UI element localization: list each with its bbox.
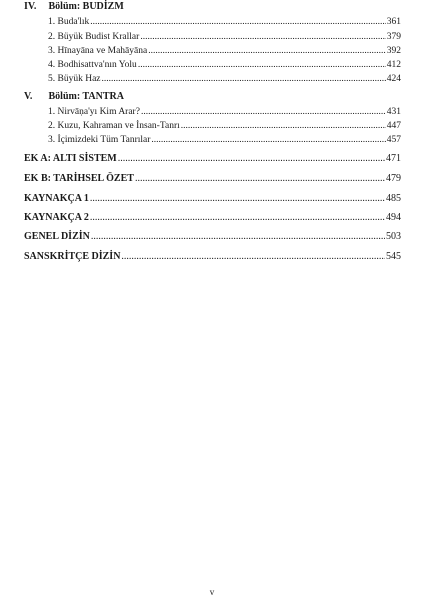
toc-entry-sanskrit-index	[24, 251, 401, 263]
dot-leader	[138, 59, 386, 71]
entry-title: 3. Hīnayāna ve Mahāyāna	[48, 46, 148, 56]
entry-title: 1. Buda'lık	[48, 17, 90, 27]
toc-entry	[48, 31, 401, 43]
dot-leader	[140, 31, 385, 43]
dot-leader	[148, 45, 386, 57]
entry-page: 471	[386, 153, 401, 164]
entry-title: 5. Büyük Haz	[48, 74, 101, 84]
dot-leader	[90, 193, 385, 205]
entry-page: 431	[386, 107, 401, 117]
entry-page: 412	[386, 60, 401, 70]
part-number: IV.	[24, 1, 37, 12]
entry-title: 3. İçimizdeki Tüm Tanrılar	[48, 135, 151, 145]
entry-page: 494	[386, 212, 401, 223]
toc-entry	[48, 45, 401, 57]
entry-title: GENEL DİZİN	[24, 231, 90, 242]
toc-entry	[48, 106, 401, 118]
entry-page: 361	[386, 17, 401, 27]
entry-title: 2. Büyük Budist Krallar	[48, 32, 140, 42]
dot-leader	[151, 134, 385, 146]
dot-leader	[135, 173, 385, 185]
toc-entry-appendix-a	[24, 153, 401, 165]
entry-title: EK B: TARİHSEL ÖZET	[24, 173, 134, 184]
toc-entry	[48, 59, 401, 71]
entry-title: 1. Nirvāṇa'yı Kim Arar?	[48, 107, 140, 117]
part-heading-tantra	[24, 91, 384, 103]
toc-entry	[48, 16, 401, 28]
entry-page: 379	[386, 32, 401, 42]
dot-leader	[181, 120, 386, 132]
toc-entry-general-index	[24, 231, 401, 243]
entry-page: 545	[386, 251, 401, 262]
entry-page: 479	[386, 173, 401, 184]
dot-leader	[102, 73, 386, 85]
toc-entry	[48, 73, 401, 85]
entry-page: 392	[386, 46, 401, 56]
entry-page: 457	[386, 135, 401, 145]
entry-title: 2. Kuzu, Kahraman ve İnsan-Tanrı	[48, 121, 180, 131]
entry-title: KAYNAKÇA 1	[24, 193, 89, 204]
dot-leader	[90, 212, 385, 224]
page-number: v	[209, 587, 215, 597]
part-title: Bölüm: TANTRA	[48, 91, 124, 102]
dot-leader	[141, 106, 386, 118]
toc-entry	[48, 134, 401, 146]
entry-page: 424	[386, 74, 401, 84]
dot-leader	[118, 153, 385, 165]
entry-page: 485	[386, 193, 401, 204]
toc-entry	[48, 120, 401, 132]
entry-page: 447	[386, 121, 401, 131]
entry-page: 503	[386, 231, 401, 242]
toc-entry-bibliography-1	[24, 193, 401, 205]
part-heading-budizm	[24, 1, 384, 13]
toc-entry-bibliography-2	[24, 212, 401, 224]
toc-entry-appendix-b	[24, 173, 401, 185]
entry-title: KAYNAKÇA 2	[24, 212, 89, 223]
entry-title: EK A: ALTI SİSTEM	[24, 153, 117, 164]
dot-leader	[121, 251, 385, 263]
part-number: V.	[24, 91, 33, 102]
part-title: Bölüm: BUDİZM	[48, 1, 124, 12]
dot-leader	[90, 16, 385, 28]
entry-title: SANSKRİTÇE DİZİN	[24, 251, 121, 262]
dot-leader	[91, 231, 385, 243]
entry-title: 4. Bodhisattva'nın Yolu	[48, 60, 137, 70]
